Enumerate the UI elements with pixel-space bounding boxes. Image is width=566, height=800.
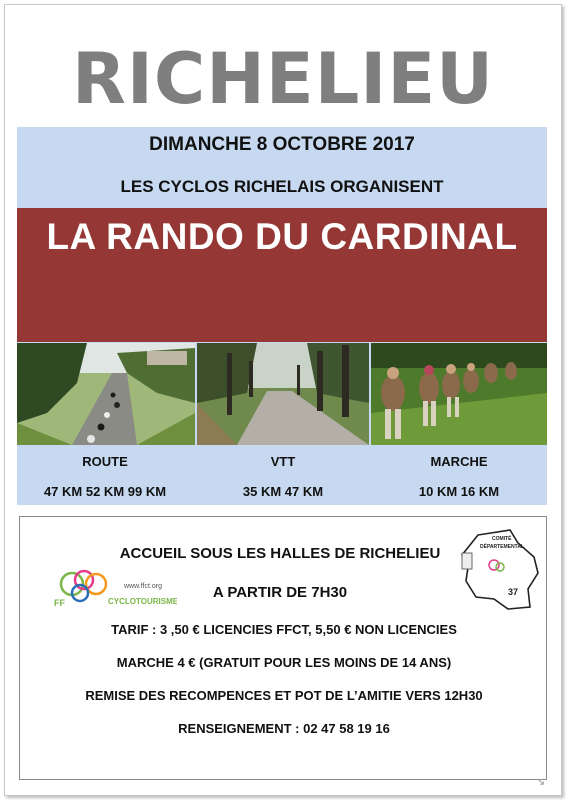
event-title: LA RANDO DU CARDINAL xyxy=(46,216,518,257)
ffct-name: CYCLOTOURISME xyxy=(108,597,177,606)
organizer-line: LES CYCLOS RICHELAIS ORGANISENT xyxy=(120,177,444,196)
marche-distances: 10 KM 16 KM xyxy=(418,484,500,499)
comite-departemental-logo xyxy=(458,527,542,613)
hikers-photo xyxy=(371,343,547,445)
awards-line: REMISE DES RECOMPENCES ET POT DE L’AMITIE VERS 12H30 xyxy=(85,688,483,703)
tariff-line: TARIF : 3 ,50 € LICENCIES FFCT, 5,50 € NON LICENCIES xyxy=(111,622,457,637)
route-label: ROUTE xyxy=(82,454,128,469)
comite-number: 37 xyxy=(508,587,519,597)
welcome-line: ACCUEIL SOUS LES HALLES DE RICHELIEU xyxy=(119,545,441,562)
vtt-distances: 35 KM 47 KM xyxy=(242,484,324,499)
mtb-alley-photo xyxy=(197,343,369,445)
ffct-logo xyxy=(52,566,177,610)
comite-line1: COMITÉ xyxy=(492,536,512,542)
comite-line2: DÉPARTEMENTAL xyxy=(480,544,524,550)
road-cycling-photo xyxy=(17,343,195,445)
ffct-url: www.ffct.org xyxy=(124,583,162,590)
contact-line: RENSEIGNEMENT : 02 47 58 19 16 xyxy=(178,721,390,736)
vtt-label: VTT xyxy=(270,454,296,469)
walk-tariff-line: MARCHE 4 € (GRATUIT POUR LES MOINS DE 14 ANS) xyxy=(116,655,452,670)
event-date: DIMANCHE 8 OCTOBRE 2017 xyxy=(149,134,415,155)
route-distances: 47 KM 52 KM 99 KM xyxy=(43,484,167,499)
marche-label: MARCHE xyxy=(430,454,488,469)
poster-title: RICHELIEU xyxy=(71,38,495,120)
page-corner-icon: ↘ xyxy=(536,776,546,788)
ffct-ff: FF xyxy=(54,598,65,608)
start-time: A PARTIR DE 7H30 xyxy=(212,584,348,601)
